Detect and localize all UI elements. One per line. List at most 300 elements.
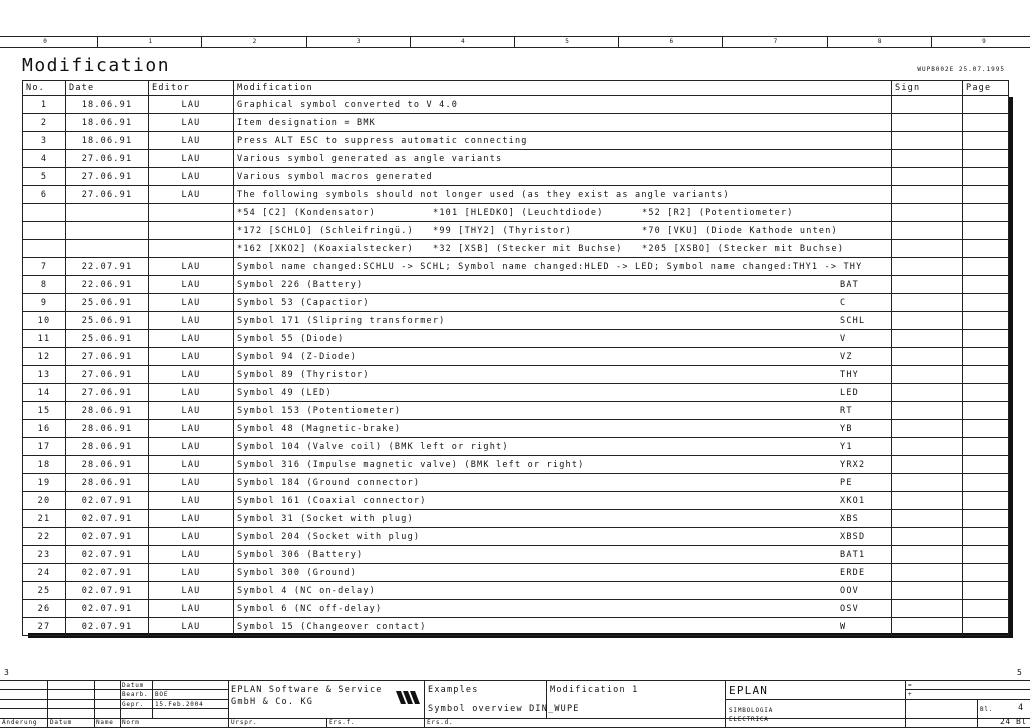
- row-number: [23, 240, 66, 258]
- table-header-row: [23, 81, 1009, 96]
- row-page: [963, 510, 1009, 528]
- row-modification: [234, 582, 892, 600]
- row-modification: [234, 474, 892, 492]
- table-row: [23, 294, 1009, 312]
- sheet-total: 24 Bl: [1000, 717, 1027, 726]
- row-sign: [892, 564, 963, 582]
- ruler-column-9: 9: [931, 37, 1030, 47]
- row-modification: [234, 564, 892, 582]
- ruler-column-0: 0: [43, 38, 47, 45]
- row-page: [963, 420, 1009, 438]
- company-name-line2: GmbH & Co. KG: [231, 697, 314, 707]
- row-date: 27.06.91: [66, 366, 149, 384]
- symbol-code: XBSD: [840, 531, 866, 542]
- symbol-code: YRX2: [840, 459, 866, 470]
- table-row: [23, 240, 1009, 258]
- table-row: [23, 258, 1009, 276]
- row-sign: [892, 528, 963, 546]
- ruler-column-3: 3: [306, 37, 411, 47]
- row-number: 6: [23, 186, 66, 204]
- row-sign: [892, 204, 963, 222]
- row-number: 12: [23, 348, 66, 366]
- row-modification: [234, 492, 892, 510]
- symbol-code: C: [840, 297, 847, 308]
- deprecated-symbol: *70 [VKU] (Diode Kathode unten): [642, 225, 838, 236]
- symbol-code: SCHL: [840, 315, 866, 326]
- modification-text: Symbol 161 (Coaxial connector): [237, 495, 427, 506]
- deprecated-symbol: *52 [R2] (Potentiometer): [642, 207, 794, 218]
- label-aenderung: Änderung: [2, 719, 38, 726]
- modification-text: Graphical symbol converted to V 4.0: [237, 99, 459, 110]
- row-number: 24: [23, 564, 66, 582]
- header-modification: Modification: [234, 81, 892, 96]
- row-modification: [234, 384, 892, 402]
- label-datum-2: Datum: [50, 719, 73, 726]
- modification-text: Symbol 94 (Z-Diode): [237, 351, 358, 362]
- row-sign: [892, 96, 963, 114]
- row-modification: [234, 204, 892, 222]
- company-name-line1: EPLAN Software & Service: [231, 685, 383, 695]
- row-sign: [892, 276, 963, 294]
- label-ers-d: Ers.d.: [427, 719, 454, 726]
- row-modification: [234, 546, 892, 564]
- row-sign: [892, 618, 963, 636]
- symbol-code: RT: [840, 405, 853, 416]
- row-sign: [892, 582, 963, 600]
- modification-text: The following symbols should not longer used (as they exist as angle variants): [237, 189, 730, 200]
- row-page: [963, 366, 1009, 384]
- modification-text: Symbol 49 (LED): [237, 387, 332, 398]
- row-date: 28.06.91: [66, 402, 149, 420]
- row-date: [66, 240, 149, 258]
- row-page: [963, 312, 1009, 330]
- row-editor: [149, 222, 234, 240]
- row-sign: [892, 510, 963, 528]
- row-date: [66, 222, 149, 240]
- row-date: 27.06.91: [66, 384, 149, 402]
- row-sign: [892, 312, 963, 330]
- modification-table: [22, 80, 1009, 636]
- row-editor: LAU: [149, 276, 234, 294]
- row-editor: LAU: [149, 132, 234, 150]
- page-title: Modification: [22, 55, 171, 76]
- row-sign: [892, 438, 963, 456]
- row-modification: [234, 312, 892, 330]
- row-page: [963, 582, 1009, 600]
- table-row: [23, 600, 1009, 618]
- row-number: 5: [23, 168, 66, 186]
- row-sign: [892, 474, 963, 492]
- modification-text: Symbol 31 (Socket with plug): [237, 513, 414, 524]
- row-date: 25.06.91: [66, 312, 149, 330]
- symbol-code: XKO1: [840, 495, 866, 506]
- row-number: 16: [23, 420, 66, 438]
- title-block: [0, 680, 1030, 728]
- table-row: [23, 132, 1009, 150]
- symbol-code: LED: [840, 387, 859, 398]
- modification-text: Symbol 53 (Capactior): [237, 297, 370, 308]
- row-number: 8: [23, 276, 66, 294]
- modification-text: Symbol 306 (Battery): [237, 549, 364, 560]
- table-row: [23, 618, 1009, 636]
- row-date: 02.07.91: [66, 564, 149, 582]
- row-number: 11: [23, 330, 66, 348]
- table-row: [23, 114, 1009, 132]
- label-name: Name: [96, 719, 114, 726]
- modification-text: Symbol 171 (Slipring transformer): [237, 315, 446, 326]
- table-row: [23, 402, 1009, 420]
- modification-text: Various symbol generated as angle variants: [237, 153, 503, 164]
- row-modification: [234, 294, 892, 312]
- deprecated-symbol: *101 [HLEDKO] (Leuchtdiode): [433, 207, 604, 218]
- row-editor: LAU: [149, 474, 234, 492]
- table-row: [23, 528, 1009, 546]
- row-page: [963, 528, 1009, 546]
- modification-text: Symbol 300 (Ground): [237, 567, 358, 578]
- row-page: [963, 330, 1009, 348]
- table-row: [23, 222, 1009, 240]
- row-date: 27.06.91: [66, 168, 149, 186]
- row-editor: LAU: [149, 150, 234, 168]
- row-modification: [234, 366, 892, 384]
- row-modification: [234, 150, 892, 168]
- label-urspr: Urspr.: [231, 719, 258, 726]
- row-modification: [234, 420, 892, 438]
- edge-marker-left: 3: [4, 668, 9, 677]
- row-page: [963, 456, 1009, 474]
- column-ruler: [0, 36, 1030, 48]
- row-number: 2: [23, 114, 66, 132]
- row-modification: [234, 510, 892, 528]
- row-modification: [234, 600, 892, 618]
- table-row: [23, 312, 1009, 330]
- deprecated-symbol: *99 [THY2] (Thyristor): [433, 225, 572, 236]
- table-row: [23, 456, 1009, 474]
- symbol-code: OOV: [840, 585, 859, 596]
- row-modification: [234, 96, 892, 114]
- row-date: 02.07.91: [66, 528, 149, 546]
- row-editor: LAU: [149, 384, 234, 402]
- row-editor: LAU: [149, 402, 234, 420]
- sheet-number: 4: [1018, 703, 1025, 713]
- table-row: [23, 276, 1009, 294]
- header-page: Page: [963, 81, 1009, 96]
- row-page: [963, 132, 1009, 150]
- symbol-code: OSV: [840, 603, 859, 614]
- table-row: [23, 150, 1009, 168]
- plus-marker: +: [908, 691, 913, 698]
- row-modification: [234, 618, 892, 636]
- ruler-column-6: 6: [618, 37, 723, 47]
- row-editor: LAU: [149, 312, 234, 330]
- row-modification: [234, 348, 892, 366]
- label-norm: Norm: [122, 719, 140, 726]
- row-editor: LAU: [149, 96, 234, 114]
- row-editor: LAU: [149, 186, 234, 204]
- symbol-code: VZ: [840, 351, 853, 362]
- row-modification: [234, 168, 892, 186]
- ruler-column-8: 8: [827, 37, 932, 47]
- electrica-label: ELECTRICA: [729, 716, 769, 723]
- row-date: 02.07.91: [66, 600, 149, 618]
- row-sign: [892, 420, 963, 438]
- value-gepr: 15.Feb.2004: [155, 701, 204, 708]
- symbol-code: PE: [840, 477, 853, 488]
- modification-text: Symbol 153 (Potentiometer): [237, 405, 402, 416]
- table-row: [23, 330, 1009, 348]
- row-modification: [234, 330, 892, 348]
- row-number: 15: [23, 402, 66, 420]
- row-sign: [892, 258, 963, 276]
- row-page: [963, 474, 1009, 492]
- row-date: 27.06.91: [66, 348, 149, 366]
- row-number: 18: [23, 456, 66, 474]
- row-number: 25: [23, 582, 66, 600]
- row-number: 22: [23, 528, 66, 546]
- row-editor: LAU: [149, 114, 234, 132]
- table-row: [23, 204, 1009, 222]
- symbol-code: THY: [840, 369, 859, 380]
- table-row: [23, 510, 1009, 528]
- edge-marker-right: 5: [1017, 668, 1022, 677]
- symbol-code: BAT1: [840, 549, 866, 560]
- row-editor: LAU: [149, 618, 234, 636]
- row-number: 26: [23, 600, 66, 618]
- row-date: 22.07.91: [66, 258, 149, 276]
- row-number: 9: [23, 294, 66, 312]
- row-number: 27: [23, 618, 66, 636]
- row-number: 21: [23, 510, 66, 528]
- row-modification: [234, 222, 892, 240]
- row-date: [66, 204, 149, 222]
- row-page: [963, 258, 1009, 276]
- row-sign: [892, 348, 963, 366]
- table-row: [23, 474, 1009, 492]
- row-number: 3: [23, 132, 66, 150]
- row-number: 14: [23, 384, 66, 402]
- row-page: [963, 492, 1009, 510]
- symbol-code: [840, 118, 888, 128]
- ruler-column-1: 1: [97, 37, 202, 47]
- value-bearb: BOE: [155, 691, 169, 698]
- row-page: [963, 204, 1009, 222]
- row-date: 02.07.91: [66, 510, 149, 528]
- row-date: 02.07.91: [66, 582, 149, 600]
- row-editor: LAU: [149, 564, 234, 582]
- row-editor: LAU: [149, 438, 234, 456]
- label-datum: Datum: [122, 682, 145, 689]
- modification-text: Symbol 4 (NC on-delay): [237, 585, 376, 596]
- modification-text: Press ALT ESC to suppress automatic connecting: [237, 135, 528, 146]
- symbol-code: ERDE: [840, 567, 866, 578]
- row-modification: [234, 276, 892, 294]
- row-modification: [234, 114, 892, 132]
- row-editor: LAU: [149, 348, 234, 366]
- deprecated-symbol: *172 [SCHLO] (Schleifringü.): [237, 225, 414, 236]
- row-date: 27.06.91: [66, 186, 149, 204]
- table-row: [23, 366, 1009, 384]
- modification-text: Various symbol macros generated: [237, 171, 433, 182]
- row-page: [963, 402, 1009, 420]
- symbol-code: W: [840, 621, 847, 632]
- modification-text: Symbol 55 (Diode): [237, 333, 345, 344]
- label-gepr: Gepr.: [122, 701, 145, 708]
- row-sign: [892, 492, 963, 510]
- row-page: [963, 150, 1009, 168]
- symbol-code: Y1: [840, 441, 853, 452]
- table-row: [23, 96, 1009, 114]
- row-page: [963, 294, 1009, 312]
- row-page: [963, 348, 1009, 366]
- row-editor: LAU: [149, 420, 234, 438]
- table-row: [23, 384, 1009, 402]
- modification-text: Symbol 226 (Battery): [237, 279, 364, 290]
- row-sign: [892, 456, 963, 474]
- symbol-overview: Symbol overview DIN_WUPE: [428, 704, 580, 714]
- deprecated-symbol: *162 [XKO2] (Koaxialstecker): [237, 243, 414, 254]
- deprecated-symbol: *32 [XSB] (Stecker mit Buchse): [433, 243, 623, 254]
- modification-text: Symbol 316 (Impulse magnetic valve) (BMK left or right): [237, 459, 585, 470]
- row-page: [963, 222, 1009, 240]
- row-number: 13: [23, 366, 66, 384]
- deprecated-symbol: *54 [C2] (Kondensator): [237, 207, 376, 218]
- symbol-code: [840, 100, 888, 110]
- symbol-code: BAT: [840, 279, 859, 290]
- symbol-code: XBS: [840, 513, 859, 524]
- modification-text: Symbol 89 (Thyristor): [237, 369, 370, 380]
- row-modification: [234, 132, 892, 150]
- row-editor: LAU: [149, 330, 234, 348]
- symbol-code: [840, 136, 888, 146]
- modification-text: Symbol 48 (Magnetic-brake): [237, 423, 402, 434]
- row-date: 18.06.91: [66, 114, 149, 132]
- row-page: [963, 114, 1009, 132]
- table-row: [23, 438, 1009, 456]
- header-editor: Editor: [149, 81, 234, 96]
- row-number: 19: [23, 474, 66, 492]
- symbol-code: YB: [840, 423, 853, 434]
- symbol-code: V: [840, 333, 847, 344]
- sheet-title: Modification 1: [550, 685, 639, 695]
- row-page: [963, 186, 1009, 204]
- row-modification: [234, 258, 892, 276]
- row-modification: [234, 240, 892, 258]
- modification-text: Symbol 104 (Valve coil) (BMK left or right): [237, 441, 509, 452]
- deprecated-symbol: *205 [XSBO] (Stecker mit Buchse): [642, 243, 845, 254]
- row-editor: LAU: [149, 168, 234, 186]
- row-number: 20: [23, 492, 66, 510]
- row-page: [963, 168, 1009, 186]
- company-logo-icon: [394, 687, 422, 707]
- row-editor: LAU: [149, 600, 234, 618]
- row-date: 28.06.91: [66, 456, 149, 474]
- header-date: Date: [66, 81, 149, 96]
- table-row: [23, 492, 1009, 510]
- modification-text: Symbol name changed:SCHLU -> SCHL; Symbol name changed:HLED -> LED; Symbol name changed:THY1 -> THY: [237, 261, 863, 272]
- row-modification: [234, 438, 892, 456]
- row-date: 02.07.91: [66, 546, 149, 564]
- row-sign: [892, 132, 963, 150]
- row-editor: LAU: [149, 510, 234, 528]
- ruler-column-2: 2: [201, 37, 306, 47]
- row-editor: [149, 240, 234, 258]
- row-sign: [892, 150, 963, 168]
- row-page: [963, 600, 1009, 618]
- row-editor: LAU: [149, 582, 234, 600]
- ruler-column-4: 4: [410, 37, 515, 47]
- row-editor: LAU: [149, 366, 234, 384]
- row-date: 18.06.91: [66, 96, 149, 114]
- row-date: 27.06.91: [66, 150, 149, 168]
- ruler-column-5: 5: [514, 37, 619, 47]
- symbol-code: [840, 190, 888, 200]
- row-sign: [892, 330, 963, 348]
- row-number: 4: [23, 150, 66, 168]
- label-bl: Bl.: [980, 706, 994, 713]
- eplan-label: EPLAN: [729, 684, 769, 697]
- modification-text: Symbol 184 (Ground connector): [237, 477, 421, 488]
- modification-text: Item designation = BMK: [237, 117, 376, 128]
- row-date: 22.06.91: [66, 276, 149, 294]
- row-page: [963, 438, 1009, 456]
- row-number: 1: [23, 96, 66, 114]
- row-date: 02.07.91: [66, 492, 149, 510]
- row-modification: [234, 456, 892, 474]
- ruler-column-7: 7: [722, 37, 827, 47]
- label-bearb: Bearb.: [122, 691, 149, 698]
- row-date: 28.06.91: [66, 420, 149, 438]
- row-sign: [892, 294, 963, 312]
- row-editor: LAU: [149, 456, 234, 474]
- simbologia-label: SIMBOLOGIA: [729, 707, 774, 714]
- row-editor: LAU: [149, 546, 234, 564]
- row-date: 28.06.91: [66, 474, 149, 492]
- row-sign: [892, 600, 963, 618]
- project-examples: Examples: [428, 685, 479, 695]
- modification-text: Symbol 15 (Changeover contact): [237, 621, 427, 632]
- equals-marker: =: [908, 682, 913, 689]
- row-number: [23, 204, 66, 222]
- symbol-code: [862, 262, 888, 272]
- symbol-code: [840, 172, 888, 182]
- row-page: [963, 96, 1009, 114]
- label-ers-f: Ers.f.: [329, 719, 356, 726]
- row-sign: [892, 240, 963, 258]
- row-date: 28.06.91: [66, 438, 149, 456]
- row-number: 7: [23, 258, 66, 276]
- table-row: [23, 546, 1009, 564]
- row-modification: [234, 402, 892, 420]
- row-sign: [892, 366, 963, 384]
- row-number: [23, 222, 66, 240]
- row-editor: LAU: [149, 492, 234, 510]
- row-date: 25.06.91: [66, 330, 149, 348]
- symbol-code: [840, 154, 888, 164]
- document-reference: WUPB002E 25.07.1995: [917, 66, 1005, 73]
- row-page: [963, 276, 1009, 294]
- table-row: [23, 348, 1009, 366]
- row-sign: [892, 384, 963, 402]
- row-page: [963, 564, 1009, 582]
- row-date: 18.06.91: [66, 132, 149, 150]
- table-row: [23, 168, 1009, 186]
- row-number: 17: [23, 438, 66, 456]
- table-row: [23, 564, 1009, 582]
- row-sign: [892, 546, 963, 564]
- table-row: [23, 582, 1009, 600]
- header-sign: Sign: [892, 81, 963, 96]
- row-date: 02.07.91: [66, 618, 149, 636]
